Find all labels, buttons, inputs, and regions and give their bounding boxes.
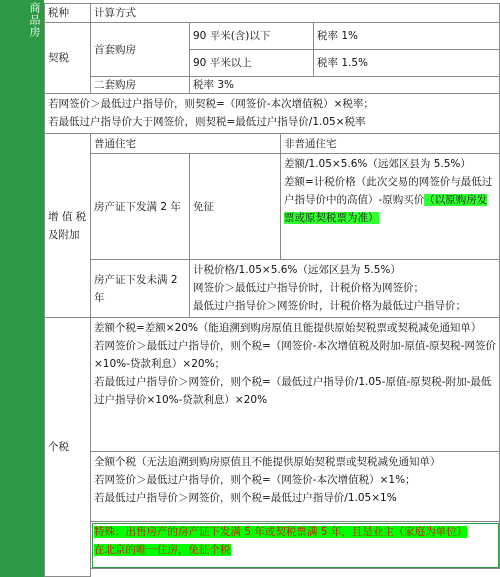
income-special-block[interactable] — [91, 522, 500, 569]
income-special-1: 特殊：出售房产的房产证下发满 5 年或契税票满 5 年，且是业主（家庭为单位） — [94, 526, 468, 538]
area-large-cell[interactable]: 90 平米以上 — [190, 50, 314, 77]
vat-over-2-note-highlight: （以原购房发票或原契税票为准） — [284, 194, 488, 224]
second-home-label[interactable]: 二套购房 — [91, 77, 190, 94]
rate-small-cell[interactable]: 税率 1% — [314, 23, 500, 50]
area-small-cell[interactable]: 90 平米(含)以下 — [190, 23, 314, 50]
vat-under-2-label[interactable]: 房产证下发未满 2 年 — [91, 260, 190, 318]
contract-note-2: 若最低过户指导价大于网签价，则契税=最低过户指导价/1.05×税率 — [48, 116, 366, 128]
vat-over-2-formula: 差额/1.05×5.6%（远郊区县为 5.5%） — [284, 158, 471, 170]
second-home-rate[interactable]: 税率 3% — [190, 77, 500, 94]
vat-label[interactable] — [44, 134, 91, 318]
header-calc-method[interactable]: 计算方式 — [91, 3, 500, 23]
income-diff-3: 若最低过户指导价＞网签价，则个税=（最低过户指导价/1.05-原值-原契税-附加-最低过户指导价×10%-贷款利息）×20% — [94, 376, 492, 406]
vat-ordinary-header[interactable]: 普通住宅 — [91, 134, 281, 154]
contract-tax-label[interactable]: 契税 — [44, 23, 91, 94]
header-tax-type[interactable]: 税种 — [44, 3, 91, 23]
income-diff-block[interactable] — [91, 318, 500, 452]
income-special-2: 在北京的唯一住房，免征个税 — [94, 544, 231, 556]
first-home-label[interactable]: 首套购房 — [91, 23, 190, 77]
vat-under-2-line2: 网签价＞最低过户指导价时，计税价格为网签价； — [193, 282, 424, 294]
income-diff-1: 差额个税=差额×20%（能追溯到购房原值且能提供原始契税票或契税减免通知单） — [94, 322, 482, 334]
sidebar — [0, 0, 45, 577]
vat-over-2-diff: 差额=计税价格（此次交易的网签价与最低过户指导价中的高值）-原购买价 — [284, 176, 493, 206]
vat-under-2-line3: 最低过户指导价＞网签价时，计税价格为最低过户指导价； — [193, 300, 466, 312]
contract-notes[interactable] — [44, 94, 500, 134]
tax-table — [44, 0, 500, 577]
rate-large-cell[interactable]: 税率 1.5% — [314, 50, 500, 77]
vat-over-2-ordinary[interactable]: 免征 — [190, 154, 281, 260]
contract-note-1: 若网签价＞最低过户指导价，则契税=（网签价-本次增值税）×税率； — [48, 98, 374, 110]
sidebar-label: 商品房 — [28, 2, 41, 38]
vat-over-2-label[interactable]: 房产证下发满 2 年 — [91, 154, 190, 260]
vat-under-2-line1: 计税价格/1.05×5.6%（远郊区县为 5.5%） — [193, 264, 401, 276]
vat-non-ordinary-header[interactable]: 非普通住宅 — [281, 134, 500, 154]
vat-over-2-non-ordinary[interactable] — [281, 154, 500, 260]
income-full-1: 全额个税（无法追溯到购房原值且不能提供原始契税票或契税减免通知单） — [94, 456, 441, 468]
vat-label-line1: 增 值 税 — [48, 210, 87, 223]
vat-label-line2: 及附加 — [48, 228, 80, 241]
income-full-block[interactable] — [91, 452, 500, 522]
income-diff-2: 若网签价＞最低过户指导价，则个税=（网签价-本次增值税及附加-原值-原契税-网签价×10%-贷款利息）×20%； — [94, 340, 496, 370]
income-tax-label[interactable]: 个税 — [44, 318, 91, 577]
income-full-2: 若网签价＞最低过户指导价，则个税=（网签价-本次增值税）×1%； — [94, 474, 416, 486]
income-full-3: 若最低过户指导价＞网签价，则个税=最低过户指导价/1.05×1% — [94, 492, 397, 504]
vat-under-2-content[interactable] — [190, 260, 500, 318]
